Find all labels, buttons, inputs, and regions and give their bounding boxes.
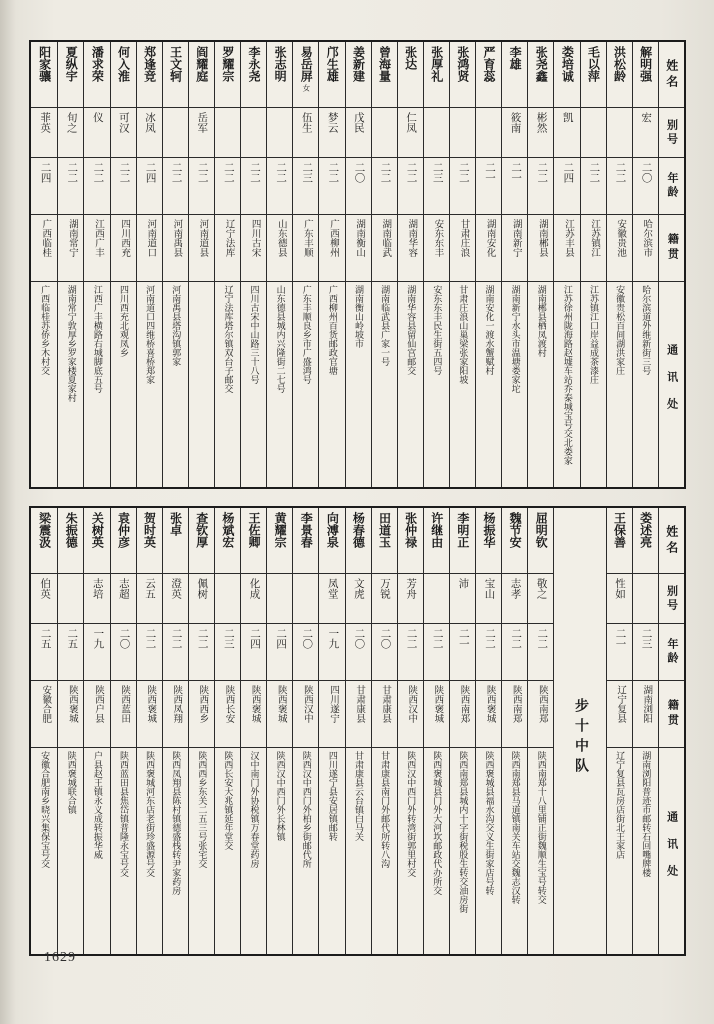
entry-origin: 湖南常宁	[58, 215, 83, 282]
entry-alias	[58, 574, 83, 624]
entry-alias: 仁凤	[398, 108, 423, 158]
entry-name: 解明强	[633, 42, 658, 108]
entry-name: 罗耀宗	[215, 42, 240, 108]
entry-origin: 陕西褒城	[58, 681, 83, 748]
entry-origin: 哈尔滨市	[633, 215, 658, 282]
entry-name: 阎耀庭	[189, 42, 214, 108]
entry-column	[423, 508, 449, 954]
entry-address: 山东德县城内兴隆街二七号	[275, 285, 286, 393]
entry-age: 二二	[424, 624, 449, 681]
unit-column	[553, 508, 605, 954]
entry-origin: 甘肃庄浪	[450, 215, 475, 282]
entry-name: 洪松龄	[607, 42, 632, 108]
entry-name: 屈明钦	[528, 508, 553, 574]
entry-age: 二二	[137, 624, 162, 681]
entry-origin: 江苏镇江	[581, 215, 606, 282]
entry-address: 四川西充北观凤乡	[119, 285, 129, 357]
entry-origin: 陕西南郑	[528, 681, 553, 748]
entry-alias: 伯英	[31, 574, 57, 624]
header-age: 年龄	[659, 158, 684, 215]
entry-address: 辽宁复县瓦房店街北王家店	[615, 751, 626, 859]
entry-age: 一九	[319, 624, 344, 681]
entry-age: 二四	[554, 158, 579, 215]
entry-column	[240, 42, 266, 487]
entry-column	[162, 42, 188, 487]
entry-name: 杨振华	[476, 508, 501, 574]
entry-address: 陕西南郑县城内十字街税股生转交油房街	[458, 751, 469, 913]
entry-age: 二四	[31, 158, 57, 215]
entry-address: 湖南郴县栖凤渡村	[536, 285, 547, 357]
entry-age: 二三	[293, 158, 318, 215]
entry-age: 二四	[137, 158, 162, 215]
entry-name: 魏节安	[502, 508, 527, 574]
entry-origin: 湖南临武	[372, 215, 397, 282]
entry-origin: 辽宁法库	[215, 215, 240, 282]
entry-origin: 陕西褒城	[476, 681, 501, 748]
entry-column	[110, 508, 136, 954]
entry-address: 湖南华容县留仙宫邮交	[406, 285, 417, 375]
entry-alias: 文虎	[346, 574, 371, 624]
entry-name: 张仲禄	[398, 508, 423, 574]
entry-origin: 安徽合肥	[31, 681, 57, 748]
entry-column	[214, 42, 240, 487]
entry-origin: 陕西南郑	[502, 681, 527, 748]
entry-alias	[450, 108, 475, 158]
entry-age: 二二	[398, 158, 423, 215]
entry-name: 田道玉	[372, 508, 397, 574]
header-name: 姓名	[659, 42, 684, 108]
entry-column	[475, 42, 501, 487]
entry-age: 二二	[581, 158, 606, 215]
entry-column	[553, 42, 579, 487]
entry-name: 许继由	[424, 508, 449, 574]
entry-column	[266, 42, 292, 487]
entry-age: 二二	[84, 158, 109, 215]
entry-age: 二二	[372, 158, 397, 215]
entry-origin: 湖南安化	[476, 215, 501, 282]
entry-column	[423, 42, 449, 487]
entry-alias: 戊民	[346, 108, 371, 158]
entry-address: 辽宁法库塔尔镇双台子邮交	[223, 285, 234, 393]
entry-alias: 仪	[84, 108, 109, 158]
entry-age: 二二	[215, 158, 240, 215]
entry-age: 二四	[241, 624, 266, 681]
entry-alias: 彬然	[528, 108, 553, 158]
entry-name: 向溥泉	[319, 508, 344, 574]
header-alias: 别号	[659, 574, 684, 624]
entry-name: 娄述亮	[633, 508, 658, 574]
entry-column	[31, 508, 57, 954]
entry-origin: 四川西充	[111, 215, 136, 282]
bottom-register-table	[29, 506, 686, 956]
entry-name: 姜新建	[346, 42, 371, 108]
entry-origin: 陕西长安	[215, 681, 240, 748]
header-address: 通讯处	[665, 344, 678, 425]
entry-age: 二一	[476, 158, 501, 215]
entry-origin: 陕西南郑	[450, 681, 475, 748]
entry-address: 河南禹县塔沟镇郭家	[171, 285, 182, 366]
entry-column	[83, 42, 109, 487]
entry-age: 二一	[450, 624, 475, 681]
entry-age: 二二	[189, 624, 214, 681]
entry-column	[527, 508, 553, 954]
entry-address: 广西临桂苏侨乡木村交	[40, 285, 51, 375]
entry-alias: 志超	[111, 574, 136, 624]
entry-age: 二二	[607, 158, 632, 215]
entry-age: 二四	[267, 624, 292, 681]
entry-origin: 陕西户县	[84, 681, 109, 748]
entry-address: 陕西褒城河东店老街珍盛源号交	[145, 751, 156, 877]
entry-alias: 岳军	[189, 108, 214, 158]
entry-age: 二三	[424, 158, 449, 215]
entry-address: 湖南安化一渡水蟹赋村	[484, 285, 495, 375]
entry-alias: 可汉	[111, 108, 136, 158]
entry-address: 甘肃康县南门外邮代所转八沟	[380, 751, 391, 868]
entry-name: 毛以萍	[581, 42, 606, 108]
entry-address: 陕西汉中西门外转湾街郭里村交	[406, 751, 417, 877]
entry-name: 王保善	[607, 508, 632, 574]
gender-tag: 女	[301, 84, 311, 92]
entry-name: 郑逢竞	[137, 42, 162, 108]
entry-column	[632, 508, 658, 954]
entry-alias	[424, 574, 449, 624]
entry-address: 汉中南门外协税镇万春堂药房	[249, 751, 260, 868]
entry-origin: 陕西汉中	[398, 681, 423, 748]
entry-name: 杨春德	[346, 508, 371, 574]
entry-origin: 四川古宋	[241, 215, 266, 282]
entry-alias	[633, 574, 658, 624]
entry-column	[345, 42, 371, 487]
entry-alias: 芳舟	[398, 574, 423, 624]
entry-address: 陕西褒城县门外大河坎邮政代办所交	[432, 751, 443, 895]
entry-address: 广西柳州百货邮政官塘	[327, 285, 338, 375]
entry-column	[371, 508, 397, 954]
entry-column	[449, 42, 475, 487]
entry-name: 张尧鑫	[528, 42, 553, 108]
entry-age: 二二	[528, 158, 553, 215]
entry-address: 安徽合肥南乡晓兴集保宝号交	[40, 751, 51, 868]
entry-alias: 凯	[554, 108, 579, 158]
entry-column	[397, 508, 423, 954]
entry-age: 二〇	[293, 624, 318, 681]
entry-name: 张卓	[163, 508, 188, 574]
entry-column	[606, 508, 632, 954]
entry-age: 二一	[607, 624, 632, 681]
entry-column	[318, 508, 344, 954]
entry-column	[292, 42, 318, 487]
entry-origin: 山东德县	[267, 215, 292, 282]
entry-age: 二二	[163, 624, 188, 681]
entry-name: 阳家骧	[31, 42, 57, 108]
entry-column	[501, 508, 527, 954]
entry-origin: 广西临桂	[31, 215, 57, 282]
entry-name: 易岳屏 女	[293, 42, 318, 108]
entry-name: 曾海量	[372, 42, 397, 108]
entry-address: 安东东丰民生街五四号	[432, 285, 443, 375]
entry-column	[606, 42, 632, 487]
entry-address: 江西广丰横路右城脚底五号	[92, 285, 103, 393]
entry-alias: 冰凤	[137, 108, 162, 158]
entry-origin: 湖南浏阳	[633, 681, 658, 748]
entry-origin: 陕西褒城	[267, 681, 292, 748]
entry-name: 张鸿贤	[450, 42, 475, 108]
entry-age: 二二	[528, 624, 553, 681]
entry-age: 二二	[111, 158, 136, 215]
entry-alias	[581, 108, 606, 158]
entry-column	[475, 508, 501, 954]
entry-column	[292, 508, 318, 954]
entry-address: 陕西褒城县福水沟交义生街家店号转	[484, 751, 495, 895]
entry-name: 潘求荣	[84, 42, 109, 108]
entry-name: 邝生雄	[319, 42, 344, 108]
entry-alias	[241, 108, 266, 158]
entry-column	[136, 508, 162, 954]
header-column	[658, 42, 684, 487]
entry-origin: 安东东丰	[424, 215, 449, 282]
entry-column	[501, 42, 527, 487]
entry-address: 湖南新宁水头市温塘娄家坨	[510, 285, 521, 393]
entry-origin: 甘肃康县	[372, 681, 397, 748]
entry-alias: 伍生	[293, 108, 318, 158]
entry-address: 陕西南郑十八里铺正街魏顺生宝号转交	[536, 751, 547, 904]
entry-alias: 化成	[241, 574, 266, 624]
entry-address: 陕西长安大兆镇延年堂交	[223, 751, 234, 850]
entry-column	[345, 508, 371, 954]
entry-age: 一九	[84, 624, 109, 681]
entry-alias: 宝山	[476, 574, 501, 624]
entry-origin: 湖南衡山	[346, 215, 371, 282]
entry-column	[188, 508, 214, 954]
entry-address: 湖南临武县广家一号	[380, 285, 391, 366]
entry-age: 二五	[31, 624, 57, 681]
entry-age: 二〇	[111, 624, 136, 681]
entry-address: 四川古宋中山路三十八号	[249, 285, 260, 384]
entry-alias: 梦云	[319, 108, 344, 158]
entry-name: 李明正	[450, 508, 475, 574]
entry-alias	[267, 574, 292, 624]
page-number: 1629	[44, 950, 76, 965]
entry-alias	[372, 108, 397, 158]
entry-name: 严育蕊	[476, 42, 501, 108]
entry-column	[580, 42, 606, 487]
entry-age: 二二	[398, 624, 423, 681]
header-column	[658, 508, 684, 954]
entry-alias: 澄英	[163, 574, 188, 624]
entry-address: 湖南浏阳普迹市邮转石回嘴牌楼	[641, 751, 652, 877]
entry-origin: 陕西凤翔	[163, 681, 188, 748]
entry-age: 二〇	[633, 158, 658, 215]
entry-alias	[607, 108, 632, 158]
entry-column	[449, 508, 475, 954]
entry-age: 二二	[319, 158, 344, 215]
entry-origin: 河南禹县	[163, 215, 188, 282]
entry-column	[371, 42, 397, 487]
header-alias: 别号	[659, 108, 684, 158]
entry-alias: 万锐	[372, 574, 397, 624]
entry-name: 张志明	[267, 42, 292, 108]
entry-alias: 筱南	[502, 108, 527, 158]
entry-name: 杨斌宏	[215, 508, 240, 574]
entry-age: 二二	[58, 158, 83, 215]
entry-name: 王文轲	[163, 42, 188, 108]
entry-column	[57, 42, 83, 487]
entry-age: 二〇	[346, 624, 371, 681]
entry-column	[214, 508, 240, 954]
entry-age: 二二	[189, 158, 214, 215]
entry-origin: 广西柳州	[319, 215, 344, 282]
entry-origin: 广东丰顺	[293, 215, 318, 282]
entry-column	[188, 42, 214, 487]
entry-alias: 性如	[607, 574, 632, 624]
entry-origin: 江苏丰县	[554, 215, 579, 282]
entry-origin: 四川遂宁	[319, 681, 344, 748]
entry-origin: 甘肃康县	[346, 681, 371, 748]
header-name: 姓名	[659, 508, 684, 574]
header-age: 年龄	[659, 624, 684, 681]
entry-alias	[163, 108, 188, 158]
entry-age: 二二	[476, 624, 501, 681]
entry-name: 张达	[398, 42, 423, 108]
entry-age: 二〇	[346, 158, 371, 215]
entry-alias: 敬之	[528, 574, 553, 624]
entry-name: 朱振德	[58, 508, 83, 574]
entry-name: 何入淮	[111, 42, 136, 108]
entry-alias	[476, 108, 501, 158]
entry-address: 陕西凤翔县陈村镇德盛栈转尹家药房	[171, 751, 182, 895]
entry-address: 安徽贵松百间湖洪家庄	[615, 285, 626, 375]
entry-alias: 志孝	[502, 574, 527, 624]
entry-address: 甘肃康县云台镇白马关	[353, 751, 364, 841]
entry-address: 陕西汉中西门外柏乡街邮代所	[301, 751, 312, 868]
entry-column	[397, 42, 423, 487]
entry-name: 黄耀宗	[267, 508, 292, 574]
entry-address: 陕西南郑县马道镇南关车站交魏志汉转	[510, 751, 521, 904]
entry-name: 查钦厚	[189, 508, 214, 574]
entry-column	[31, 42, 57, 487]
entry-age: 二〇	[372, 624, 397, 681]
entry-address: 陕西蓝田县焦岱镇普隆永宝号交	[118, 751, 129, 877]
entry-alias: 凤堂	[319, 574, 344, 624]
entry-name: 李雄	[502, 42, 527, 108]
entry-column	[632, 42, 658, 487]
entry-address: 陕西西乡东关二五三号张宅交	[197, 751, 208, 868]
entry-column	[240, 508, 266, 954]
entry-address: 广东丰顺良乡市广盛鸿号	[301, 285, 312, 384]
entry-address: 江苏镇江口岸益成茶漆庄	[588, 285, 599, 384]
entry-address: 江苏徐州陇海路赵墟车站乔泰城宝号交北娄家	[562, 285, 573, 465]
entry-alias: 佩树	[189, 574, 214, 624]
entry-name: 王佐卿	[241, 508, 266, 574]
entry-address: 甘肃庄浪山巢梁张家阳坡	[458, 285, 469, 384]
entry-alias	[215, 574, 240, 624]
entry-origin: 陕西汉中	[293, 681, 318, 748]
entry-address: 河南道口四维桥喜桥郑家	[145, 285, 156, 384]
entry-origin: 湖南华容	[398, 215, 423, 282]
entry-alias	[215, 108, 240, 158]
entry-age: 二二	[450, 158, 475, 215]
header-address: 通讯处	[665, 810, 678, 892]
entry-origin: 湖南郴县	[528, 215, 553, 282]
top-register-table	[29, 40, 686, 489]
entry-alias: 菲英	[31, 108, 57, 158]
entry-address	[189, 282, 214, 487]
entry-age: 二二	[241, 158, 266, 215]
entry-name: 贺时英	[137, 508, 162, 574]
entry-origin: 陕西蓝田	[111, 681, 136, 748]
entry-column	[266, 508, 292, 954]
entry-name: 李永尧	[241, 42, 266, 108]
entry-alias	[424, 108, 449, 158]
entry-name: 娄培诚	[554, 42, 579, 108]
entry-origin: 河南道县	[189, 215, 214, 282]
entry-address: 四川遂宁县安居镇邮转	[327, 751, 338, 841]
entry-origin: 陕西西乡	[189, 681, 214, 748]
entry-column	[136, 42, 162, 487]
entry-name: 袁仲彦	[111, 508, 136, 574]
entry-column	[57, 508, 83, 954]
entry-column	[318, 42, 344, 487]
entry-origin: 陕西褒城	[241, 681, 266, 748]
entry-alias: 旬之	[58, 108, 83, 158]
entry-alias	[293, 574, 318, 624]
entry-age: 二二	[163, 158, 188, 215]
entry-age: 二三	[215, 624, 240, 681]
entry-alias: 云五	[137, 574, 162, 624]
entry-address: 哈尔滨道外维新街三号	[641, 285, 652, 375]
entry-column	[527, 42, 553, 487]
unit-label: 步十中队	[573, 698, 589, 778]
entry-origin: 陕西褒城	[424, 681, 449, 748]
entry-column	[110, 42, 136, 487]
entry-name: 夏纵宇	[58, 42, 83, 108]
entry-address: 湖南常宁敦厚乡罗家楼夏家村	[66, 285, 77, 402]
entry-column	[83, 508, 109, 954]
entry-age: 二五	[58, 624, 83, 681]
entry-name: 梁震汲	[31, 508, 57, 574]
entry-origin: 湖南新宁	[502, 215, 527, 282]
entry-alias: 沛	[450, 574, 475, 624]
entry-alias: 宏	[633, 108, 658, 158]
entry-origin: 辽宁复县	[607, 681, 632, 748]
entry-origin: 江西广丰	[84, 215, 109, 282]
entry-origin: 安徽贵池	[607, 215, 632, 282]
entry-age: 二三	[633, 624, 658, 681]
entry-alias	[267, 108, 292, 158]
entry-address: 陕西汉中西门外长林镇	[275, 751, 286, 841]
entry-alias: 志培	[84, 574, 109, 624]
entry-address: 湖南衡山岭坡市	[353, 285, 364, 348]
entry-address: 陕西褒城联合镇	[66, 751, 77, 814]
entry-name: 张厚礼	[424, 42, 449, 108]
header-origin: 籍贯	[659, 681, 684, 748]
entry-origin: 河南道口	[137, 215, 162, 282]
entry-name: 李景春	[293, 508, 318, 574]
entry-address: 户县赵王镇永义成转振华威	[92, 751, 103, 859]
entry-name: 关树英	[84, 508, 109, 574]
entry-column	[162, 508, 188, 954]
entry-age: 二二	[502, 624, 527, 681]
entry-age: 二二	[267, 158, 292, 215]
entry-origin: 陕西褒城	[137, 681, 162, 748]
entry-age: 二一	[502, 158, 527, 215]
header-origin: 籍贯	[659, 215, 684, 282]
